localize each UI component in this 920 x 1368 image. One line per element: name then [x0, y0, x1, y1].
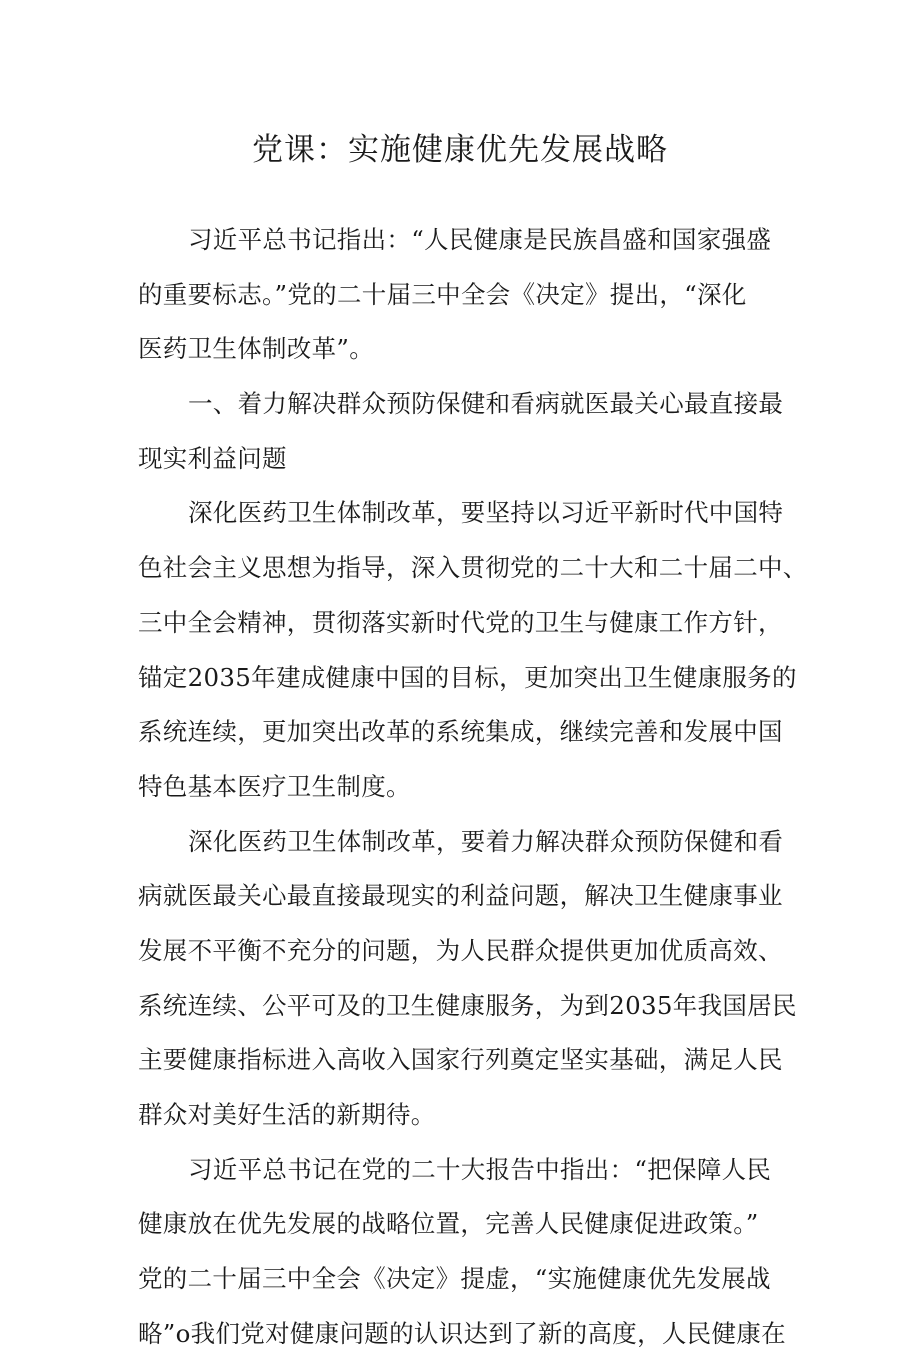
- body-line: 主要健康指标进入高收入国家行列奠定坚实基础，满足人民: [138, 1045, 783, 1075]
- body-line: 色社会主义思想为指导，深入贯彻党的二十大和二十届二中、: [138, 553, 808, 583]
- body-line: 群众对美好生活的新期待。: [138, 1100, 436, 1129]
- body-line: 略”o我们党对健康问题的认识达到了新的高度，人民健康在: [138, 1318, 786, 1348]
- body-line: 深化医药卫生体制改革，要着力解决群众预防保健和看: [188, 826, 784, 856]
- body-line: 现实利益问题: [138, 443, 287, 473]
- body-line: 习近平总书记指出：“人民健康是民族昌盛和国家强盛: [188, 225, 772, 254]
- body-line: 深化医药卫生体制改革，要坚持以习近平新时代中国特: [188, 498, 784, 528]
- body-line: 一、着力解决群众预防保健和看病就医最关心最直接最: [188, 389, 784, 419]
- body-line: 三中全会精神，贯彻落实新时代党的卫生与健康工作方针，: [138, 607, 783, 637]
- body-line: 医药卫生体制改革”。: [138, 334, 375, 364]
- body-line: 系统连续，更加突出改革的系统集成，继续完善和发展中国: [138, 717, 783, 747]
- body-line: 健康放在优先发展的战略位置，完善人民健康促进政策。”: [138, 1209, 759, 1239]
- body-line: 党的二十届三中全会《决定》提虚，“实施健康优先发展战: [138, 1264, 771, 1294]
- body-line: 特色基本医疗卫生制度。: [138, 771, 411, 801]
- document-title: 党课：实施健康优先发展战略: [252, 132, 668, 168]
- body-line: 锚定2035年建成健康中国的目标，更加突出卫生健康服务的: [138, 662, 797, 692]
- document-body: [138, 220, 808, 1368]
- body-line: 发展不平衡不充分的问题，为人民群众提供更加优质高效、: [138, 935, 783, 965]
- body-line: 的重要标志。”党的二十届三中全会《决定》提出，“深化: [138, 279, 747, 309]
- body-line: 系统连续、公平可及的卫生健康服务，为到2035年我国居民: [138, 990, 797, 1020]
- body-line: 病就医最关心最直接最现实的利益问题，解决卫生健康事业: [138, 881, 783, 911]
- body-line: 习近平总书记在党的二十大报告中指出：“把保障人民: [188, 1154, 772, 1184]
